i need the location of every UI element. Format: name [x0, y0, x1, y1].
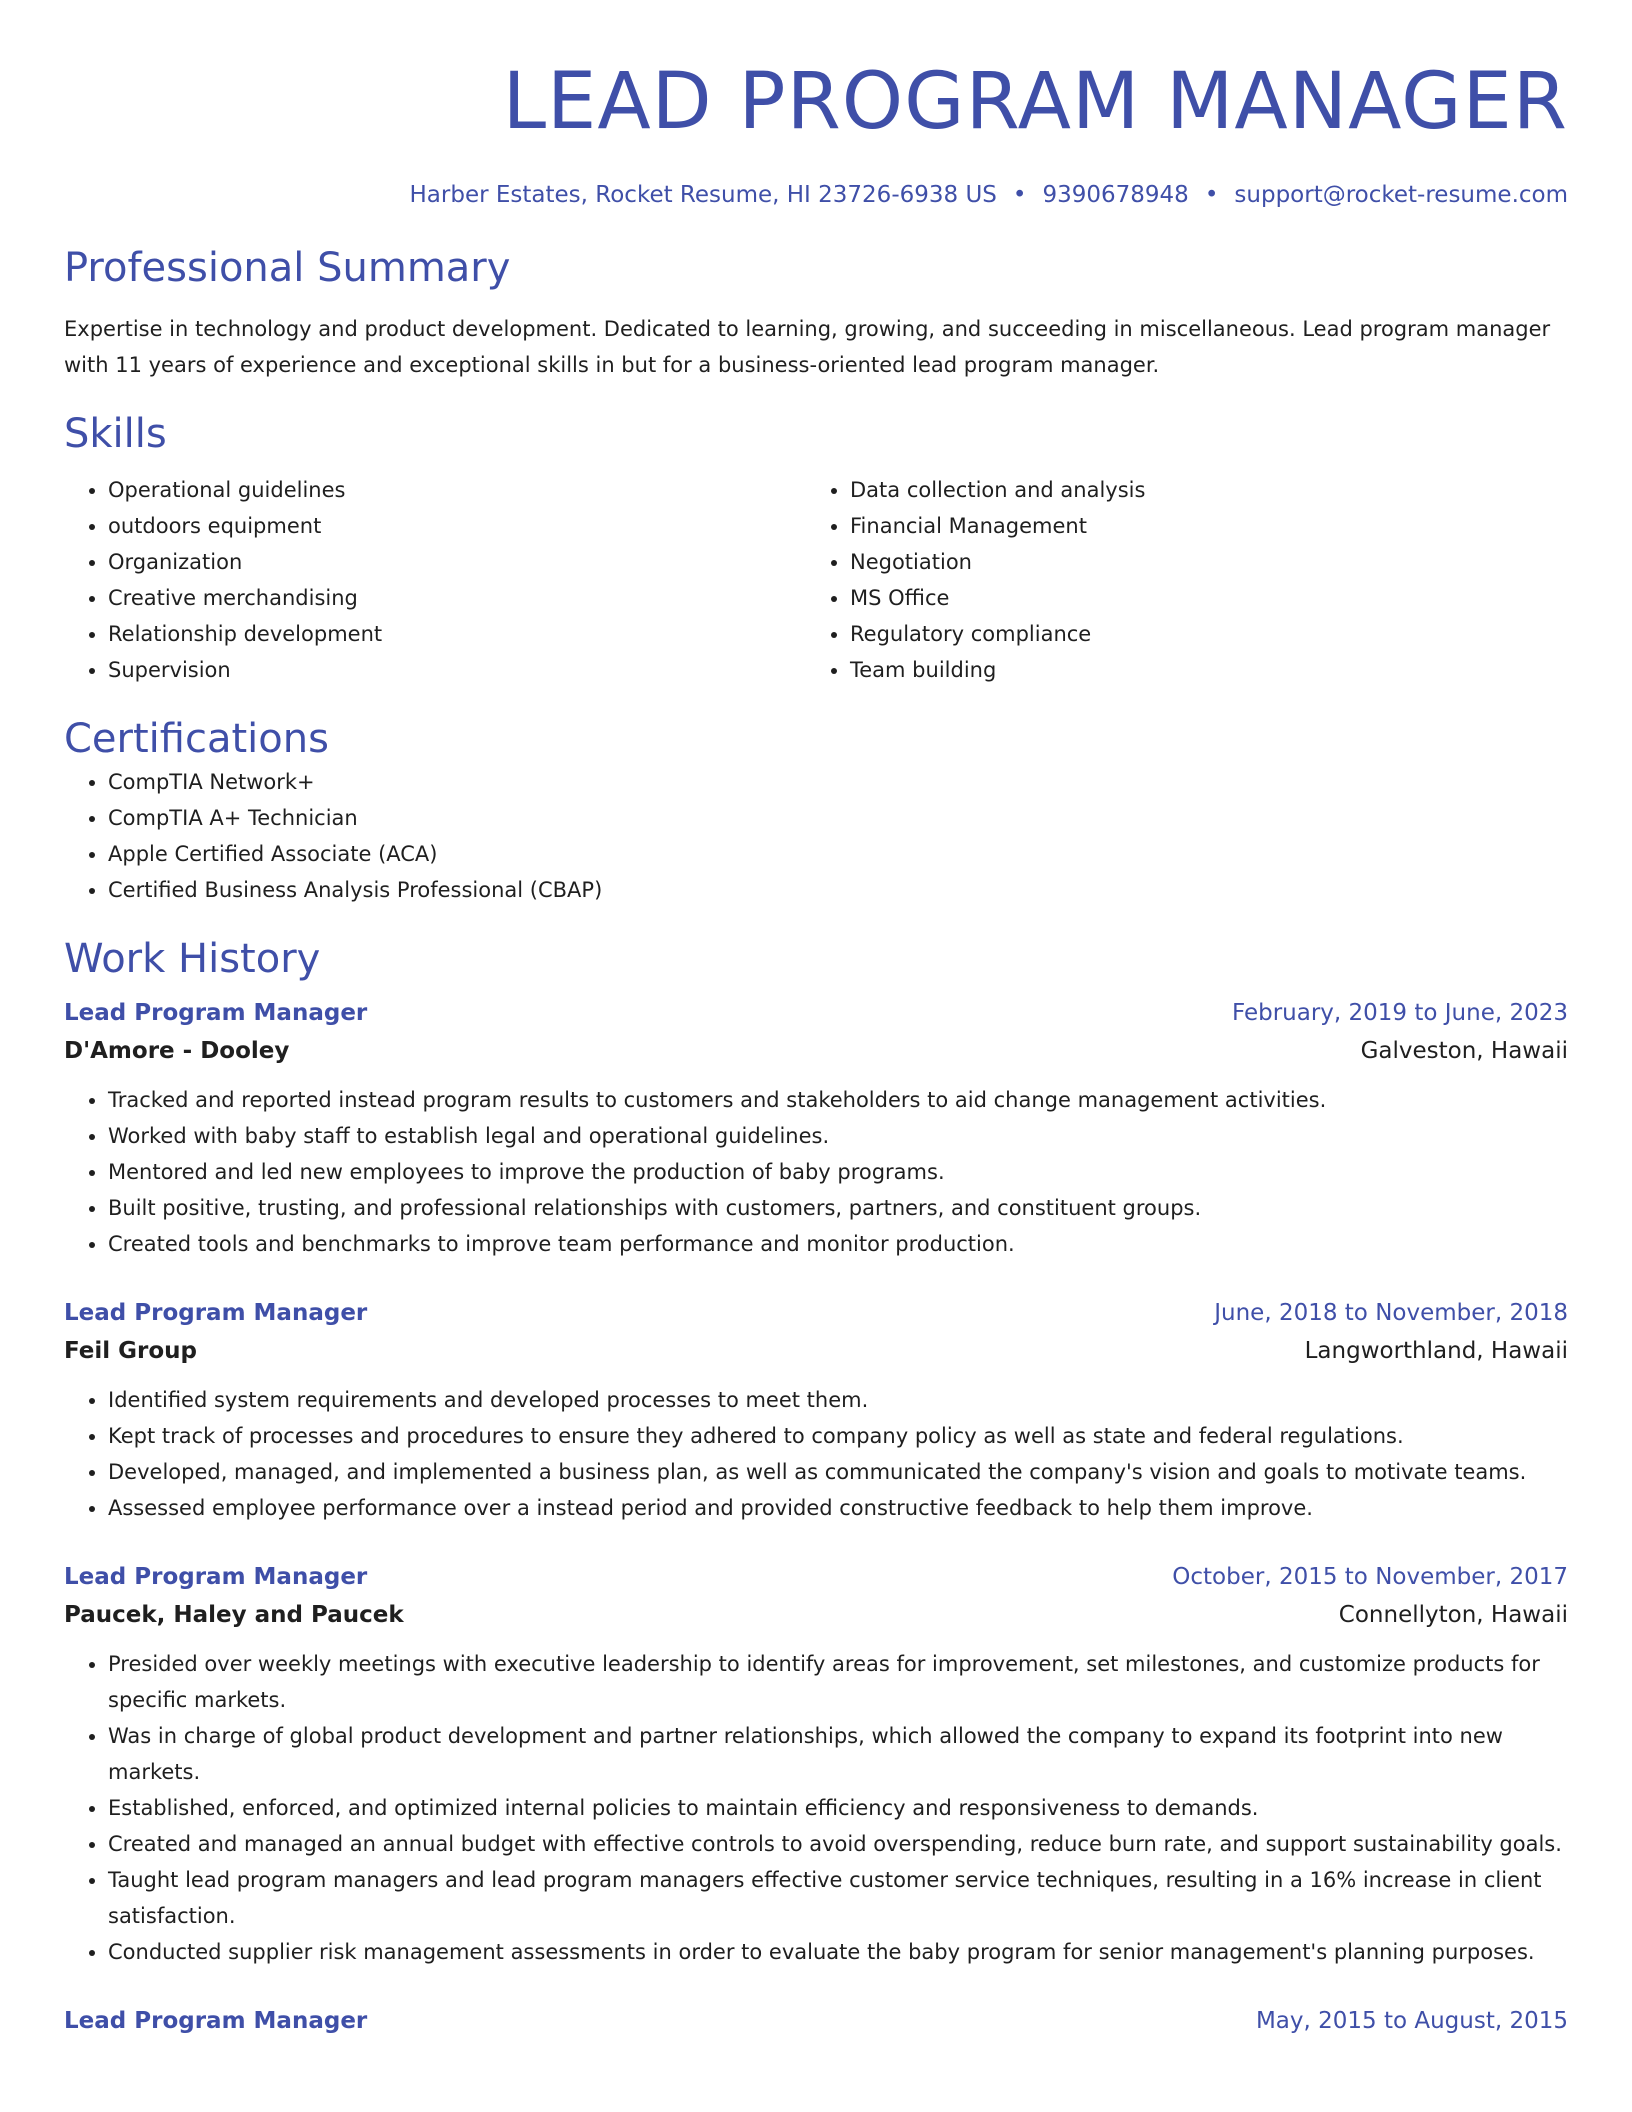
job-company: Paucek, Haley and Paucek: [64, 1602, 404, 1628]
job-bullet: • Presided over weekly meetings with executive leadership to identify areas for improvement, set milestones, and customize products for specific markets.: [108, 1646, 1568, 1718]
job-company: Feil Group: [64, 1338, 198, 1364]
job-bullet: • Built positive, trusting, and professional relationships with customers, partners, and constituent groups.: [108, 1190, 1568, 1226]
certifications-section: [64, 714, 1568, 908]
job-dates: February, 2019 to June, 2023: [1231, 1000, 1568, 1026]
skill-item: • Relationship development: [108, 616, 806, 652]
job-entry: [64, 1294, 1568, 1526]
job-bullet: • Tracked and reported instead program results to customers and stakeholders to aid change management activities.: [108, 1082, 1568, 1118]
skills-column-right: [806, 472, 1548, 688]
job-entry: [64, 1558, 1568, 1970]
contact-line: [64, 180, 1568, 210]
job-title: Lead Program Manager: [64, 1000, 368, 1026]
certification-item: • CompTIA A+ Technician: [108, 800, 1568, 836]
job-bullet: • Identified system requirements and developed processes to meet them.: [108, 1382, 1568, 1418]
summary-text: Expertise in technology and product development. Dedicated to learning, growing, and succeeding in miscellaneous. Lead program manager with 11 years of experience and exceptional skills in but for a business-oriented lead program manager.: [64, 317, 1551, 377]
job-location: Langworthland, Hawaii: [1304, 1338, 1568, 1364]
skill-item: • Operational guidelines: [108, 472, 806, 508]
job-bullets: [64, 1382, 1568, 1526]
job-bullet: • Developed, managed, and implemented a business plan, as well as communicated the company's vision and goals to motivate teams.: [108, 1454, 1568, 1490]
job-company: D'Amore - Dooley: [64, 1038, 290, 1064]
skills-section: [64, 409, 1568, 688]
skill-item: • Financial Management: [850, 508, 1548, 544]
contact-phone: 9390678948: [1042, 182, 1189, 208]
skill-item: • Creative merchandising: [108, 580, 806, 616]
summary-heading: Professional Summary: [64, 245, 511, 291]
job-entry: [64, 2002, 1568, 2040]
job-dates: June, 2018 to November, 2018: [1214, 1300, 1568, 1326]
summary-section: [64, 243, 1568, 383]
job-header-row: [64, 1558, 1568, 1596]
job-header-row: [64, 994, 1568, 1032]
job-company-row: [64, 1332, 1568, 1370]
certification-item: • Certified Business Analysis Professional (CBAP): [108, 872, 1568, 908]
skill-item: • Regulatory compliance: [850, 616, 1548, 652]
certifications-heading: Certifications: [64, 716, 329, 762]
skills-column-left: [64, 472, 806, 688]
job-header-row: [64, 2002, 1568, 2040]
certification-item: • CompTIA Network+: [108, 764, 1568, 800]
job-bullet: • Assessed employee performance over a instead period and provided constructive feedback to help them improve.: [108, 1490, 1568, 1526]
job-bullet: • Taught lead program managers and lead program managers effective customer service techniques, resulting in a 16% increase in client satisfaction.: [108, 1862, 1568, 1934]
job-title: Lead Program Manager: [64, 1564, 368, 1590]
job-bullet: • Mentored and led new employees to improve the production of baby programs.: [108, 1154, 1568, 1190]
job-title: Lead Program Manager: [64, 2008, 368, 2034]
job-bullet: • Created tools and benchmarks to improve team performance and monitor production.: [108, 1226, 1568, 1262]
skills-heading: Skills: [64, 411, 167, 457]
job-company-row: [64, 1032, 1568, 1070]
candidate-title: LEAD PROGRAM MANAGER: [502, 57, 1568, 147]
certifications-list: [64, 764, 1568, 908]
skill-item: • Organization: [108, 544, 806, 580]
skill-item: • outdoors equipment: [108, 508, 806, 544]
skills-list-left: [64, 472, 806, 688]
skill-item: • Negotiation: [850, 544, 1548, 580]
contact-separator: •: [1012, 182, 1027, 208]
skill-item: • Data collection and analysis: [850, 472, 1548, 508]
skills-grid: [64, 472, 1568, 688]
job-dates: May, 2015 to August, 2015: [1255, 2008, 1568, 2034]
skill-item: • MS Office: [850, 580, 1548, 616]
job-location: Galveston, Hawaii: [1360, 1038, 1568, 1064]
job-bullet: • Conducted supplier risk management assessments in order to evaluate the baby program for senior management's planning purposes.: [108, 1934, 1568, 1970]
work-history-heading: Work History: [64, 936, 321, 982]
job-bullet: • Established, enforced, and optimized internal policies to maintain efficiency and responsiveness to demands.: [108, 1790, 1568, 1826]
resume-header: [64, 0, 1568, 210]
contact-email: support@rocket-resume.com: [1234, 182, 1568, 208]
job-entry: [64, 994, 1568, 1262]
job-bullet: • Created and managed an annual budget with effective controls to avoid overspending, reduce burn rate, and support sustainability goals.: [108, 1826, 1568, 1862]
contact-address: Harber Estates, Rocket Resume, HI 23726-6938 US: [409, 182, 997, 208]
job-location: Connellyton, Hawaii: [1338, 1602, 1568, 1628]
job-bullet: • Worked with baby staff to establish legal and operational guidelines.: [108, 1118, 1568, 1154]
job-bullet: • Kept track of processes and procedures to ensure they adhered to company policy as well as state and federal regulations.: [108, 1418, 1568, 1454]
contact-separator: •: [1204, 182, 1219, 208]
skill-item: • Supervision: [108, 652, 806, 688]
job-header-row: [64, 1294, 1568, 1332]
job-bullets: [64, 1082, 1568, 1262]
certification-item: • Apple Certified Associate (ACA): [108, 836, 1568, 872]
job-title: Lead Program Manager: [64, 1300, 368, 1326]
job-dates: October, 2015 to November, 2017: [1172, 1564, 1568, 1590]
skills-list-right: [806, 472, 1548, 688]
work-history-section: [64, 934, 1568, 2040]
job-company-row: [64, 1596, 1568, 1634]
job-bullets: [64, 1646, 1568, 1970]
job-bullet: • Was in charge of global product development and partner relationships, which allowed the company to expand its footprint into new markets.: [108, 1718, 1568, 1790]
skill-item: • Team building: [850, 652, 1548, 688]
